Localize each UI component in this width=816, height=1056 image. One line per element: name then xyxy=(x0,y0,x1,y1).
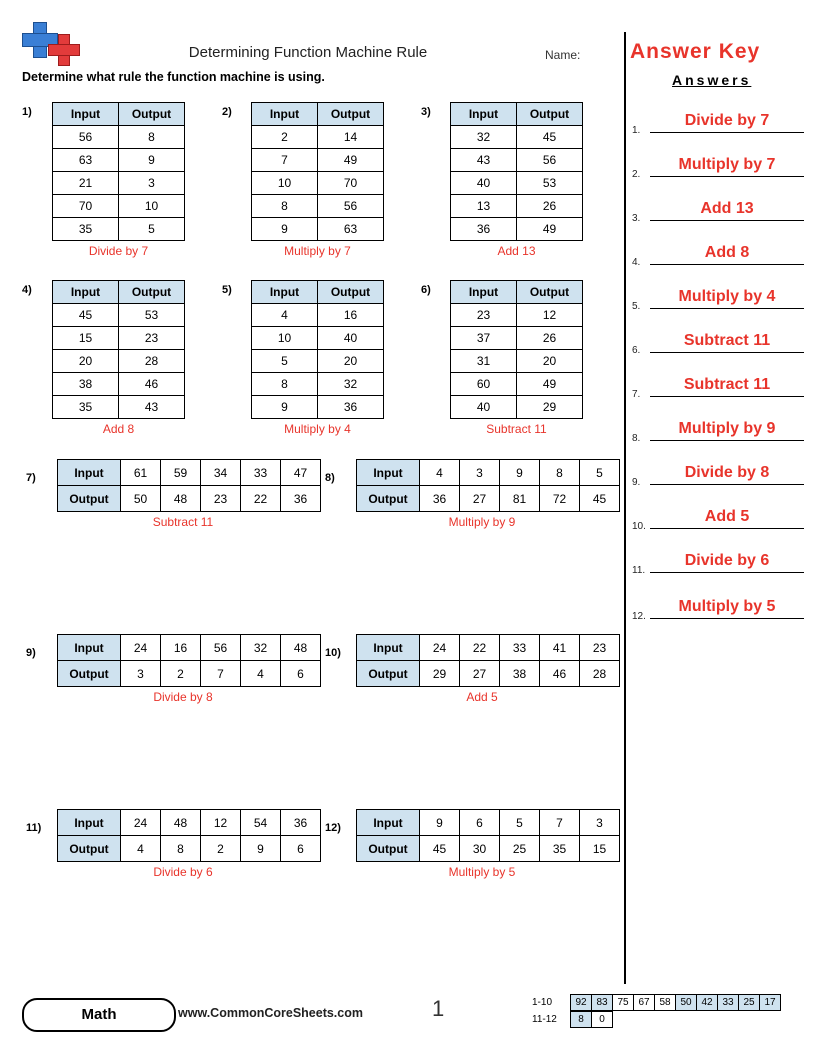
cell: 27 xyxy=(460,661,500,687)
score-cell: 92 xyxy=(570,994,592,1011)
answer-number: 9. xyxy=(632,477,641,488)
cell: 38 xyxy=(53,373,119,396)
cell: 23 xyxy=(451,304,517,327)
cell: 8 xyxy=(252,195,318,218)
cell: 38 xyxy=(500,661,540,687)
col-header-output: Output xyxy=(517,281,583,304)
row-header-input: Input xyxy=(357,460,420,486)
cell: 63 xyxy=(53,149,119,172)
cell: 14 xyxy=(318,126,384,149)
cell: 28 xyxy=(119,350,185,373)
problem-table-10 xyxy=(356,634,620,687)
cell: 30 xyxy=(460,836,500,862)
answer-value: Divide by 7 xyxy=(650,112,804,133)
answer-number: 12. xyxy=(632,611,646,622)
problem-number: 4) xyxy=(22,284,32,296)
cell: 10 xyxy=(252,327,318,350)
answer-number: 11. xyxy=(632,565,646,576)
problem-table-5 xyxy=(251,280,384,419)
answer-number: 2. xyxy=(632,169,641,180)
cell: 8 xyxy=(252,373,318,396)
cell: 70 xyxy=(318,172,384,195)
problem-answer: Multiply by 5 xyxy=(448,865,516,879)
col-header-output: Output xyxy=(119,103,185,126)
row-header-output: Output xyxy=(357,836,420,862)
score-cell: 50 xyxy=(676,994,697,1011)
answer-key-title: Answer Key xyxy=(630,40,761,63)
row-header-input: Input xyxy=(58,810,121,836)
cell: 4 xyxy=(241,661,281,687)
cell: 26 xyxy=(517,195,583,218)
answer-value: Add 5 xyxy=(650,508,804,529)
cell: 9 xyxy=(420,810,460,836)
col-header-output: Output xyxy=(517,103,583,126)
answer-row xyxy=(632,156,804,190)
cell: 2 xyxy=(161,661,201,687)
cell: 23 xyxy=(201,486,241,512)
cell: 46 xyxy=(119,373,185,396)
cell: 56 xyxy=(318,195,384,218)
answer-value: Subtract 11 xyxy=(650,376,804,397)
col-header-input: Input xyxy=(451,281,517,304)
cell: 36 xyxy=(281,810,321,836)
score-cell: 17 xyxy=(760,994,781,1011)
cell: 50 xyxy=(121,486,161,512)
cell: 47 xyxy=(281,460,321,486)
answer-number: 1. xyxy=(632,125,641,136)
row-header-output: Output xyxy=(357,486,420,512)
cell: 5 xyxy=(119,218,185,241)
cell: 16 xyxy=(161,635,201,661)
cell: 56 xyxy=(201,635,241,661)
cell: 16 xyxy=(318,304,384,327)
score-key xyxy=(532,994,781,1028)
cell: 8 xyxy=(540,460,580,486)
cell: 2 xyxy=(201,836,241,862)
cell: 9 xyxy=(252,218,318,241)
cell: 6 xyxy=(460,810,500,836)
problem-number: 1) xyxy=(22,106,32,118)
cell: 60 xyxy=(451,373,517,396)
cell: 2 xyxy=(252,126,318,149)
cell: 9 xyxy=(500,460,540,486)
problem-answer: Multiply by 9 xyxy=(448,515,516,529)
problem-table-7 xyxy=(57,459,321,512)
problem-number: 10) xyxy=(325,647,341,659)
cell: 40 xyxy=(451,396,517,419)
score-range-label: 11-12 xyxy=(532,1014,557,1025)
score-cell: 42 xyxy=(697,994,718,1011)
score-cell: 58 xyxy=(655,994,676,1011)
problem-table-12 xyxy=(356,809,620,862)
cell: 59 xyxy=(161,460,201,486)
cell: 33 xyxy=(500,635,540,661)
cell: 54 xyxy=(241,810,281,836)
row-header-output: Output xyxy=(58,486,121,512)
cell: 43 xyxy=(119,396,185,419)
answers-heading: Answers xyxy=(672,72,752,88)
cell: 20 xyxy=(318,350,384,373)
subject-badge: Math xyxy=(22,998,176,1032)
answer-value: Multiply by 5 xyxy=(650,598,804,619)
answer-value: Multiply by 9 xyxy=(650,420,804,441)
problem-number: 8) xyxy=(325,472,335,484)
cell: 29 xyxy=(517,396,583,419)
cell: 21 xyxy=(53,172,119,195)
cell: 6 xyxy=(281,661,321,687)
answer-row xyxy=(632,598,804,632)
answer-value: Subtract 11 xyxy=(650,332,804,353)
row-header-input: Input xyxy=(357,635,420,661)
cell: 20 xyxy=(53,350,119,373)
answer-number: 6. xyxy=(632,345,641,356)
cell: 5 xyxy=(500,810,540,836)
answer-value: Add 13 xyxy=(650,200,804,221)
cell: 8 xyxy=(161,836,201,862)
cell: 49 xyxy=(517,373,583,396)
cell: 56 xyxy=(53,126,119,149)
cell: 53 xyxy=(119,304,185,327)
answer-row xyxy=(632,112,804,146)
cell: 5 xyxy=(252,350,318,373)
column-divider xyxy=(624,32,626,984)
problem-number: 12) xyxy=(325,822,341,834)
cell: 41 xyxy=(540,635,580,661)
score-cell: 83 xyxy=(592,994,613,1011)
cell: 45 xyxy=(53,304,119,327)
cell: 5 xyxy=(580,460,620,486)
col-header-input: Input xyxy=(451,103,517,126)
cell: 9 xyxy=(241,836,281,862)
cell: 56 xyxy=(517,149,583,172)
col-header-input: Input xyxy=(252,281,318,304)
cell: 28 xyxy=(580,661,620,687)
score-row xyxy=(532,1011,781,1028)
cell: 31 xyxy=(451,350,517,373)
cell: 27 xyxy=(460,486,500,512)
cell: 8 xyxy=(119,126,185,149)
cell: 32 xyxy=(451,126,517,149)
problem-number: 3) xyxy=(421,106,431,118)
cell: 37 xyxy=(451,327,517,350)
cell: 3 xyxy=(121,661,161,687)
problem-table-6 xyxy=(450,280,583,419)
cell: 10 xyxy=(119,195,185,218)
website-url: www.CommonCoreSheets.com xyxy=(178,1006,363,1020)
problem-answer: Divide by 8 xyxy=(153,690,213,704)
cell: 32 xyxy=(241,635,281,661)
problem-answer: Divide by 6 xyxy=(153,865,213,879)
cell: 7 xyxy=(201,661,241,687)
cell: 35 xyxy=(540,836,580,862)
answer-number: 4. xyxy=(632,257,641,268)
cell: 22 xyxy=(460,635,500,661)
answer-number: 7. xyxy=(632,389,641,400)
cell: 24 xyxy=(420,635,460,661)
col-header-input: Input xyxy=(53,103,119,126)
cell: 4 xyxy=(121,836,161,862)
cell: 7 xyxy=(252,149,318,172)
answer-number: 8. xyxy=(632,433,641,444)
page-footer xyxy=(0,988,816,1048)
problem-table-9 xyxy=(57,634,321,687)
cell: 53 xyxy=(517,172,583,195)
answer-row xyxy=(632,244,804,278)
page-header xyxy=(0,0,816,64)
cell: 45 xyxy=(580,486,620,512)
row-header-output: Output xyxy=(357,661,420,687)
problem-table-2 xyxy=(251,102,384,241)
problem-answer: Multiply by 4 xyxy=(284,422,351,436)
problem-answer: Divide by 7 xyxy=(88,244,149,258)
score-range-label: 1-10 xyxy=(532,997,553,1008)
cell: 15 xyxy=(580,836,620,862)
cell: 23 xyxy=(119,327,185,350)
problem-table-8 xyxy=(356,459,620,512)
cell: 23 xyxy=(580,635,620,661)
answer-value: Add 8 xyxy=(650,244,804,265)
cell: 81 xyxy=(500,486,540,512)
problem-number: 2) xyxy=(222,106,232,118)
cell: 25 xyxy=(500,836,540,862)
score-cell: 33 xyxy=(718,994,739,1011)
cell: 24 xyxy=(121,810,161,836)
page-title: Determining Function Machine Rule xyxy=(188,44,428,61)
instructions: Determine what rule the function machine is using. xyxy=(22,70,325,84)
problem-number: 5) xyxy=(222,284,232,296)
problem-answer: Add 5 xyxy=(466,690,498,704)
score-cell: 0 xyxy=(592,1011,613,1028)
cell: 63 xyxy=(318,218,384,241)
cell: 43 xyxy=(451,149,517,172)
cell: 48 xyxy=(161,486,201,512)
cell: 35 xyxy=(53,396,119,419)
answer-row xyxy=(632,200,804,234)
cell: 12 xyxy=(201,810,241,836)
problem-answer: Add 13 xyxy=(497,244,536,258)
answer-number: 3. xyxy=(632,213,641,224)
answer-row xyxy=(632,332,804,366)
cell: 40 xyxy=(318,327,384,350)
answer-row xyxy=(632,420,804,454)
cell: 3 xyxy=(119,172,185,195)
answer-value: Divide by 6 xyxy=(650,552,804,573)
col-header-input: Input xyxy=(252,103,318,126)
col-header-output: Output xyxy=(119,281,185,304)
problem-answer: Subtract 11 xyxy=(152,515,214,529)
cell: 20 xyxy=(517,350,583,373)
answer-number: 10. xyxy=(632,521,646,532)
cell: 72 xyxy=(540,486,580,512)
cell: 13 xyxy=(451,195,517,218)
problem-answer: Subtract 11 xyxy=(486,422,547,436)
cell: 33 xyxy=(241,460,281,486)
cell: 4 xyxy=(420,460,460,486)
problem-number: 11) xyxy=(26,822,42,834)
score-cell: 75 xyxy=(613,994,634,1011)
cell: 7 xyxy=(540,810,580,836)
problem-table-11 xyxy=(57,809,321,862)
answer-row xyxy=(632,508,804,542)
cell: 22 xyxy=(241,486,281,512)
answer-value: Multiply by 4 xyxy=(650,288,804,309)
problem-number: 7) xyxy=(26,472,36,484)
cell: 48 xyxy=(161,810,201,836)
score-row xyxy=(532,994,781,1011)
answer-row xyxy=(632,288,804,322)
answer-row xyxy=(632,464,804,498)
problem-answer: Multiply by 7 xyxy=(284,244,351,258)
answer-row xyxy=(632,552,804,586)
score-cell: 67 xyxy=(634,994,655,1011)
cell: 61 xyxy=(121,460,161,486)
cell: 9 xyxy=(119,149,185,172)
row-header-input: Input xyxy=(58,460,121,486)
cell: 36 xyxy=(318,396,384,419)
problem-table-1 xyxy=(52,102,185,241)
row-header-input: Input xyxy=(357,810,420,836)
cell: 6 xyxy=(281,836,321,862)
page-number: 1 xyxy=(432,996,445,1021)
col-header-input: Input xyxy=(53,281,119,304)
cell: 36 xyxy=(420,486,460,512)
col-header-output: Output xyxy=(318,103,384,126)
cell: 15 xyxy=(53,327,119,350)
cell: 32 xyxy=(318,373,384,396)
cell: 45 xyxy=(517,126,583,149)
col-header-output: Output xyxy=(318,281,384,304)
cell: 45 xyxy=(420,836,460,862)
cell: 10 xyxy=(252,172,318,195)
cell: 48 xyxy=(281,635,321,661)
cell: 24 xyxy=(121,635,161,661)
cell: 35 xyxy=(53,218,119,241)
cell: 49 xyxy=(517,218,583,241)
problem-number: 6) xyxy=(421,284,431,296)
answer-number: 5. xyxy=(632,301,641,312)
score-cell: 8 xyxy=(570,1011,592,1028)
answer-row xyxy=(632,376,804,410)
cell: 49 xyxy=(318,149,384,172)
cell: 3 xyxy=(460,460,500,486)
cell: 36 xyxy=(281,486,321,512)
cell: 26 xyxy=(517,327,583,350)
score-cell: 25 xyxy=(739,994,760,1011)
cell: 40 xyxy=(451,172,517,195)
cell: 3 xyxy=(580,810,620,836)
cell: 29 xyxy=(420,661,460,687)
cell: 12 xyxy=(517,304,583,327)
cell: 70 xyxy=(53,195,119,218)
problem-number: 9) xyxy=(26,647,36,659)
problem-table-3 xyxy=(450,102,583,241)
answer-value: Multiply by 7 xyxy=(650,156,804,177)
problem-table-4 xyxy=(52,280,185,419)
cell: 4 xyxy=(252,304,318,327)
name-label: Name: xyxy=(545,48,581,62)
row-header-output: Output xyxy=(58,661,121,687)
row-header-output: Output xyxy=(58,836,121,862)
cell: 46 xyxy=(540,661,580,687)
problem-answer: Add 8 xyxy=(102,422,135,436)
cell: 34 xyxy=(201,460,241,486)
answer-value: Divide by 8 xyxy=(650,464,804,485)
row-header-input: Input xyxy=(58,635,121,661)
cell: 36 xyxy=(451,218,517,241)
cell: 9 xyxy=(252,396,318,419)
